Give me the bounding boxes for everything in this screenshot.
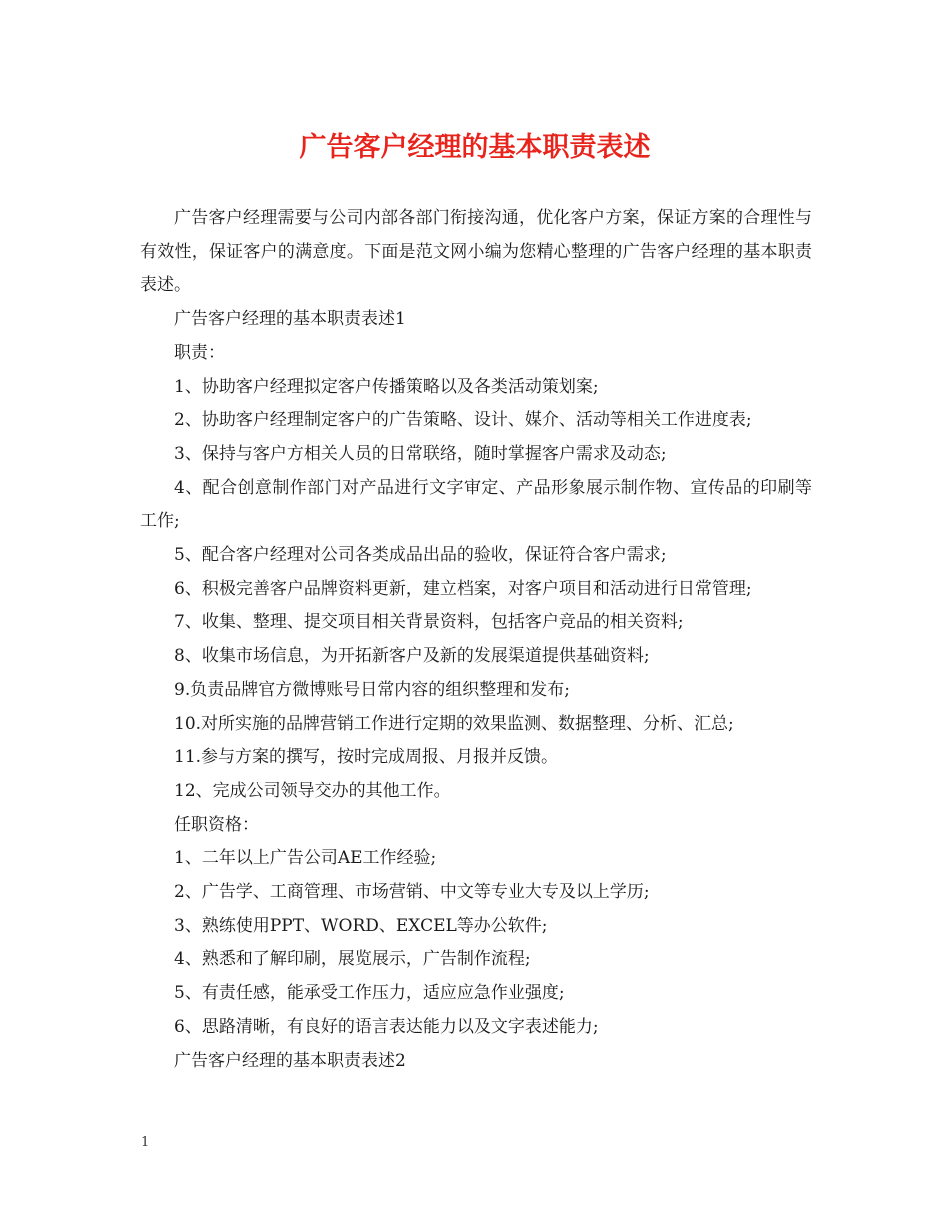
duty-item: 6、积极完善客户品牌资料更新，建立档案，对客户项目和活动进行日常管理; [174,578,752,599]
duties-label: 职责： [174,342,225,363]
qualification-item: 1、二年以上广告公司AE工作经验; [174,848,437,869]
duty-item: 4、配合创意制作部门对产品进行文字审定、产品形象展示制作物、宣传品的印刷等工作; [140,477,812,532]
qualification-item: 6、思路清晰，有良好的语言表达能力以及文字表述能力; [174,1016,599,1037]
qualification-item: 3、熟练使用PPT、WORD、EXCEL等办公软件; [174,915,548,936]
document-title: 广告客户经理的基本职责表述 [299,132,651,163]
duty-item: 12、完成公司领导交办的其他工作。 [174,780,451,801]
duty-item: 9.负责品牌官方微博账号日常内容的组织整理和发布; [174,679,570,700]
duty-item: 3、保持与客户方相关人员的日常联络，随时掌握客户需求及动态; [174,443,667,464]
page-number: 1 [141,1135,150,1150]
intro-paragraph: 广告客户经理需要与公司内部各部门衔接沟通，优化客户方案，保证方案的合理性与有效性，保证客户的满意度。下面是范文网小编为您精心整理的广告客户经理的基本职责表述。 [140,208,812,296]
duty-item: 7、收集、整理、提交项目相关背景资料，包括客户竞品的相关资料; [174,612,684,633]
duty-item: 1、协助客户经理拟定客户传播策略以及各类活动策划案; [174,376,599,397]
duty-item: 10.对所实施的品牌营销工作进行定期的效果监测、数据整理、分析、汇总; [174,713,734,734]
section-heading-2: 广告客户经理的基本职责表述2 [174,1050,406,1071]
section-heading-1: 广告客户经理的基本职责表述1 [174,309,406,330]
qualification-item: 2、广告学、工商管理、市场营销、中文等专业大专及以上学历; [174,882,650,903]
qualification-item: 4、熟悉和了解印刷，展览展示，广告制作流程; [174,949,531,970]
duty-item: 5、配合客户经理对公司各类成品出品的验收，保证符合客户需求; [174,545,667,566]
document-body [140,202,812,1078]
duty-item: 11.参与方案的撰写，按时完成周报、月报并反馈。 [174,747,559,768]
qualifications-label: 任职资格： [174,814,259,835]
duty-item: 8、收集市场信息，为开拓新客户及新的发展渠道提供基础资料; [174,646,650,667]
qualification-item: 5、有责任感，能承受工作压力，适应应急作业强度; [174,983,565,1004]
duty-item: 2、协助客户经理制定客户的广告策略、设计、媒介、活动等相关工作进度表; [174,410,752,431]
